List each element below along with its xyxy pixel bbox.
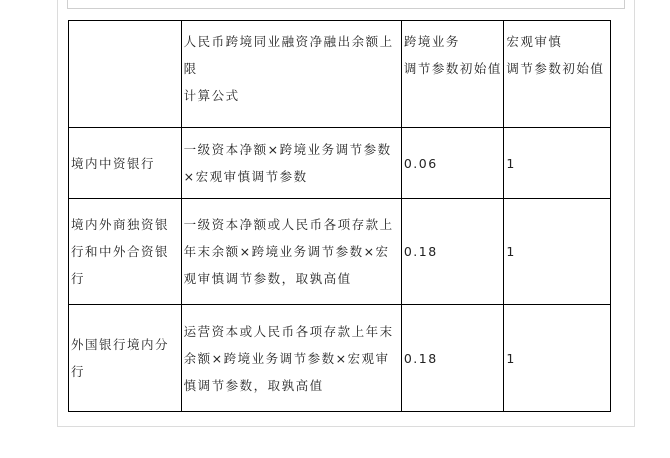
financing-limit-table: [68, 20, 611, 412]
header-formula: [181, 21, 401, 128]
table-row: [69, 199, 611, 305]
header-bank-type: [69, 21, 182, 128]
row-formula: 一级资本净额或人民币各项存款上年末余额×跨境业务调节参数×宏观审慎调节参数，取孰高值: [181, 199, 401, 305]
row-formula: 运营资本或人民币各项存款上年末余额×跨境业务调节参数×宏观审慎调节参数，取孰高值: [181, 305, 401, 412]
previous-content-box: [67, 0, 625, 9]
row-cross-border-param: 0.18: [401, 199, 504, 305]
row-bank-type: 境内外商独资银行和中外合资银行: [69, 199, 182, 305]
row-macro-param: 1: [504, 128, 611, 199]
header-cross-border-line-1: 跨境业务: [403, 34, 460, 49]
header-macro-param: [504, 21, 611, 128]
table-header-row: [69, 21, 611, 128]
row-formula: 一级资本净额×跨境业务调节参数×宏观审慎调节参数: [181, 128, 401, 199]
header-formula-line-2: 计算公式: [183, 88, 240, 103]
row-cross-border-param: 0.18: [401, 305, 504, 412]
row-bank-type: 外国银行境内分行: [69, 305, 182, 412]
row-cross-border-param: 0.06: [401, 128, 504, 199]
row-macro-param: 1: [504, 199, 611, 305]
header-cross-border-param: [401, 21, 504, 128]
row-bank-type: 境内中资银行: [69, 128, 182, 199]
row-macro-param: 1: [504, 305, 611, 412]
header-macro-line-1: 宏观审慎: [506, 34, 563, 49]
header-formula-line-1: 人民币跨境同业融资净融出余额上限: [183, 34, 394, 76]
table-row: [69, 305, 611, 412]
header-macro-line-2: 调节参数初始值: [506, 61, 605, 76]
table-row: [69, 128, 611, 199]
header-cross-border-line-2: 调节参数初始值: [403, 61, 502, 76]
